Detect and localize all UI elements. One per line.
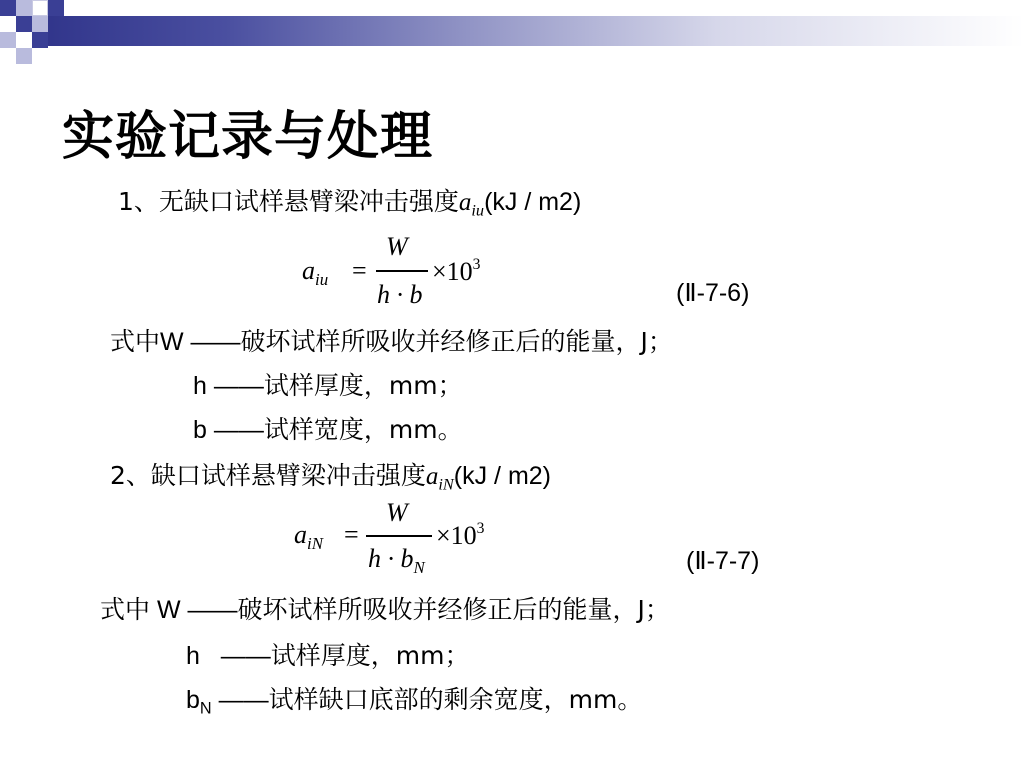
item2-unit: (kJ / m2) — [453, 462, 551, 490]
formula1-equals: = — [352, 256, 367, 285]
legend1-line3: b ——试样宽度，mm。 — [193, 415, 463, 444]
formula1-denominator: h · b — [377, 280, 423, 309]
formula1-numerator: W — [386, 232, 408, 261]
legend2-line3: $b_N$ ——试样缺口底部的剩余宽度，mm。 — [186, 685, 643, 718]
item2-symbol: $a_{iN}$ — [425, 463, 454, 494]
formula2-numerator: W — [386, 498, 408, 527]
decor-square — [16, 32, 32, 48]
legend1-line2: h ——试样厚度，mm； — [193, 371, 463, 400]
decor-square — [32, 0, 48, 16]
legend1-line1: 式中W ——破坏试样所吸收并经修正后的能量，J； — [110, 327, 673, 356]
item1-symbol: $a_{iu}$ — [458, 189, 485, 220]
formula2-lhs: $a_{iN}$ — [294, 520, 323, 553]
decor-square — [16, 16, 32, 32]
decor-square — [48, 0, 64, 16]
formula2-denominator: $h \cdot b_N$ — [368, 544, 425, 577]
formula1-multiplier: $\times 10^3$ — [432, 256, 481, 286]
formula1-number: (Ⅱ-7-6) — [676, 279, 750, 307]
item1-prefix: 1、无缺口试样悬臂梁冲击强度 — [118, 187, 459, 216]
decor-square — [16, 48, 32, 64]
decor-square — [16, 0, 32, 16]
legend2-line1: 式中 W ——破坏试样所吸收并经修正后的能量，J； — [100, 595, 670, 624]
formula2-fraction-bar — [366, 535, 432, 537]
decor-square — [0, 16, 16, 32]
formula2-equals: = — [344, 520, 359, 549]
item2-prefix: 2、缺口试样悬臂梁冲击强度 — [110, 461, 426, 490]
header-band — [0, 16, 1024, 46]
slide-title: 实验记录与处理 — [62, 106, 434, 167]
item1-unit: (kJ / m2) — [484, 188, 582, 216]
item2-heading — [110, 456, 551, 495]
decor-square — [0, 32, 16, 48]
decor-square — [32, 16, 48, 32]
item1-heading — [118, 182, 581, 221]
formula1-fraction-bar — [376, 270, 428, 272]
decor-square — [0, 0, 16, 16]
legend2-line2: h ——试样厚度，mm； — [186, 641, 470, 670]
formula1-lhs: $a_{iu}$ — [302, 256, 329, 289]
formula2-multiplier: $\times 10^3$ — [436, 520, 485, 550]
decor-square — [32, 32, 48, 48]
formula2-number: (Ⅱ-7-7) — [686, 547, 760, 575]
